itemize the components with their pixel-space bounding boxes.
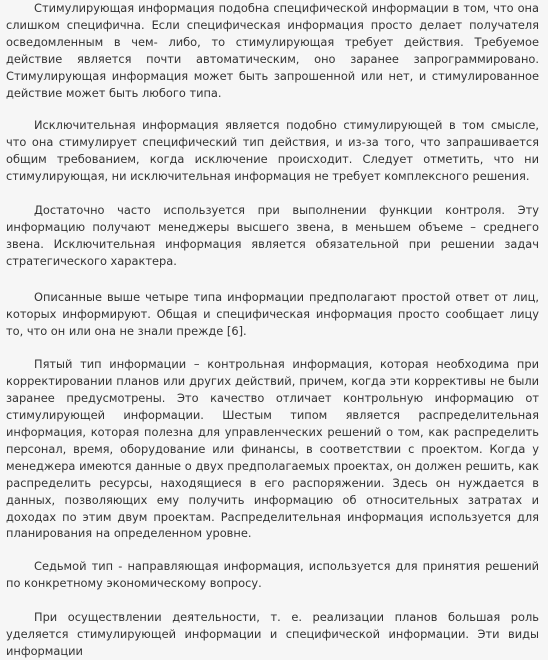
- document-body: [6, 0, 539, 660]
- paragraph-fifth-sixth-types: Пятый тип информации – контрольная информация, которая необходима при корректировании планов или других действий, причем, когда эти коррективы не были заранее предусмотрены. Это качество отличает контрольную информацию от стимулирующей информации. Шестым типом является распределительная информация, которая полезна для управленческих решений о том, как распределить персонал, время, оборудование или финансы, в соответствии с проектом. Когда у менеджера имеются данные о двух предполагаемых проектах, он должен решить, как распределить ресурсы, находящиеся в его распоряжении. Здесь он нуждается в данных, позволяющих ему получить информацию об относительных затратах и доходах по этим двум проектам. Распределительная информация используется для планирования на определенном уровне.: [6, 357, 539, 541]
- paragraph-four-types: Описанные выше четыре типа информации предполагают простой ответ от лиц, которых информируют. Общая и специфическая информация просто сообщает лицу то, что он или она не знали прежде [6].: [6, 289, 539, 338]
- paragraph-seventh-type: Седьмой тип - направляющая информация, используется для принятия решений по конкретному экономическому вопросу.: [6, 559, 539, 591]
- paragraph-stimulating-info: Стимулирующая информация подобна специфической информации в том, что она слишком специфична. Если специфическая информация просто делает получателя осведомленным в чем- либо, то стимулирующая требует действия. Требуемое действие является почти автоматическим, оно заранее запрограммировано. Стимулирующая информация может быть запрошенной или нет, и стимулированное действие может быть любого типа.: [6, 1, 539, 100]
- paragraph-exceptional-info: Исключительная информация является подобно стимулирующей в том смысле, что она стимулирует специфический тип действия, и из-за того, что запрашивается общим требованием, когда исключение происходит. Следует отметить, что ни стимулирующая, ни исключительная информация не требует комплексного решения.: [6, 118, 539, 184]
- paragraph-control-usage: Достаточно часто используется при выполнении функции контроля. Эту информацию получают менеджеры высшего звена, в меньшем объеме – среднего звена. Исключительная информация является обязательной при решении задач стратегического характера.: [6, 203, 539, 268]
- paragraph-activity: При осуществлении деятельности, т. е. реализации планов большая роль уделяется стимулирующей информации и специфической информации. Эти виды информации: [6, 610, 539, 658]
